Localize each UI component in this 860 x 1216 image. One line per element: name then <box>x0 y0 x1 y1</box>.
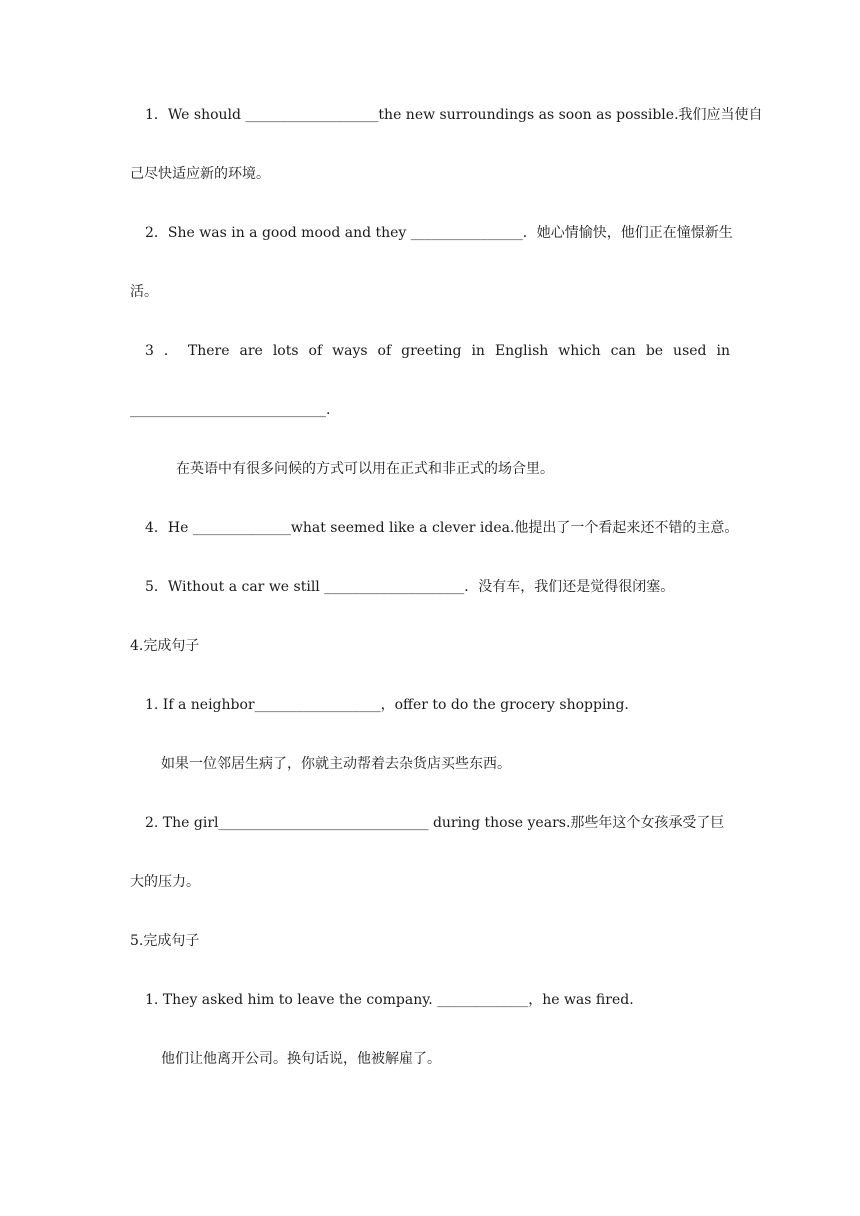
word: ways <box>332 343 368 359</box>
section-5-heading: 5.完成句子 <box>130 933 200 949</box>
word: which <box>558 343 601 359</box>
word: 3 <box>145 343 154 359</box>
sentence-5: 5．Without a car we still ____________________．没有车，我们还是觉得很闭塞。 <box>145 579 675 595</box>
word: There <box>187 343 230 359</box>
sentence-1-line-1: 1．We should ___________________the new surroundings as soon as possible.我们应当使自 <box>145 107 763 123</box>
sentence-3-line-1 <box>145 341 730 361</box>
sentence-4: 4．He ______________what seemed like a clever idea.他提出了一个看起来还不错的主意。 <box>145 520 739 536</box>
word: of <box>377 343 392 359</box>
word: lots <box>272 343 299 359</box>
section-4-sentence-2-line-2: 大的压力。 <box>130 874 200 890</box>
word: greeting <box>401 343 462 359</box>
word: used <box>673 343 707 359</box>
word: be <box>645 343 664 359</box>
sentence-1-line-2: 己尽快适应新的环境。 <box>130 166 270 182</box>
section-4-sentence-1: 1. If a neighbor__________________，offer to do the grocery shopping. <box>145 697 629 713</box>
word: can <box>610 343 636 359</box>
sentence-3-translation: 在英语中有很多问候的方式可以用在正式和非正式的场合里。 <box>176 461 554 477</box>
word: in <box>716 343 730 359</box>
word: ． <box>163 343 178 359</box>
section-4-sentence-2-line-1: 2. The girl______________________________ during those years.那些年这个女孩承受了巨 <box>145 815 725 831</box>
word: are <box>239 343 263 359</box>
sentence-2-line-2: 活。 <box>130 284 158 300</box>
section-4-sentence-1-translation: 如果一位邻居生病了，你就主动帮着去杂货店买些东西。 <box>161 756 511 772</box>
section-5-sentence-1-translation: 他们让他离开公司。换句话说，他被解雇了。 <box>161 1051 441 1067</box>
sentence-2-line-1: 2．She was in a good mood and they ________________．她心情愉快，他们正在憧憬新生 <box>145 225 733 241</box>
section-5-sentence-1: 1. They asked him to leave the company. _____________，he was fired. <box>145 992 634 1008</box>
word: English <box>494 343 549 359</box>
word: in <box>471 343 485 359</box>
word: of <box>308 343 323 359</box>
sentence-3-line-2: ____________________________. <box>130 402 331 418</box>
section-4-heading: 4.完成句子 <box>130 638 200 654</box>
